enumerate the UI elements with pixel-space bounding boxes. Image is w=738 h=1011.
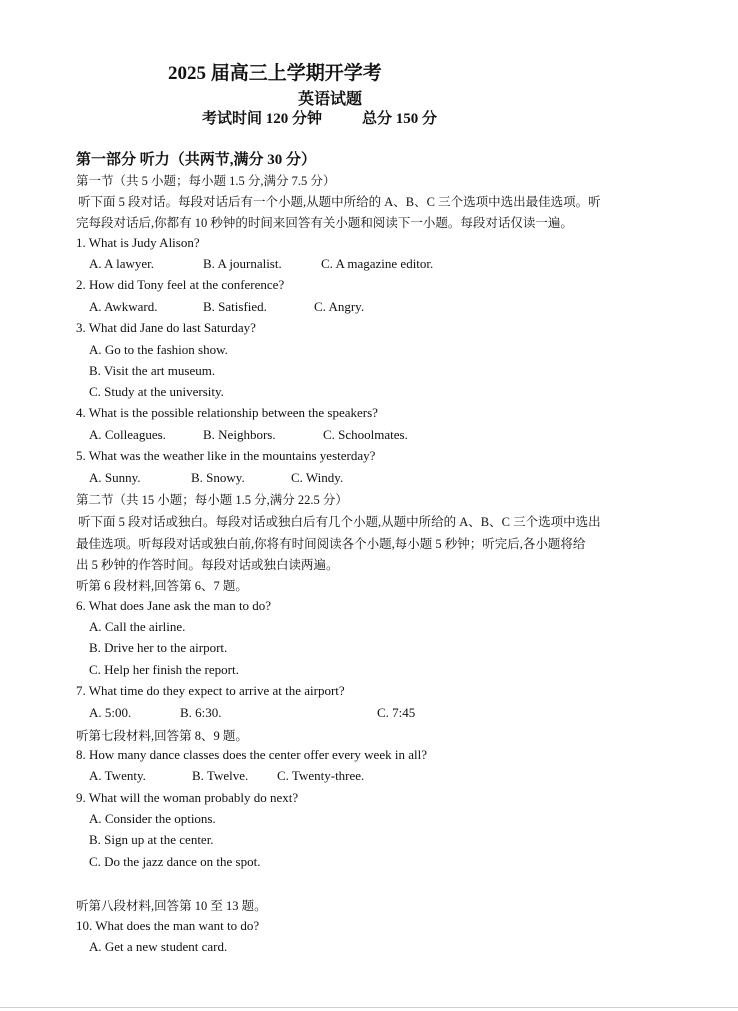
q4-option-b: B. Neighbors. <box>203 427 276 442</box>
section1-heading: 第一节（共 5 小题；每小题 1.5 分,满分 7.5 分） <box>76 174 336 188</box>
q7-option-c: C. 7:45 <box>377 705 416 720</box>
q4-option-c: C. Schoolmates. <box>323 427 408 442</box>
q4-option-a: A. Colleagues. <box>89 427 166 442</box>
section1-instructions-line2: 完每段对话后,你都有 10 秒钟的时间来回答有关小题和阅读下一小题。每段对话仅读一遍。 <box>76 216 573 230</box>
question-8: 8. How many dance classes does the center offer every week in all? <box>76 747 427 762</box>
q5-option-b: B. Snowy. <box>191 470 245 485</box>
question-9: 9. What will the woman probably do next? <box>76 790 299 805</box>
section2-heading: 第二节（共 15 小题；每小题 1.5 分,满分 22.5 分） <box>76 493 348 507</box>
exam-time: 考试时间 120 分钟 <box>202 111 323 127</box>
total-score: 总分 150 分 <box>362 111 438 127</box>
q7-option-b: B. 6:30. <box>180 705 222 720</box>
question-10: 10. What does the man want to do? <box>76 918 260 933</box>
section1-instructions-line1: 听下面 5 段对话。每段对话后有一个小题,从题中所给的 A、B、C 三个选项中选出最佳选项。听 <box>78 195 601 209</box>
q7-option-a: A. 5:00. <box>89 705 132 720</box>
material-note-6: 听第 6 段材料,回答第 6、7 题。 <box>76 579 248 593</box>
section2-instructions-line2: 最佳选项。听每段对话或独白前,你将有时间阅读各个小题,每小题 5 秒钟；听完后,各小题将给 <box>76 537 586 551</box>
section2-instructions-line3: 出 5 秒钟的作答时间。每段对话或独白读两遍。 <box>76 558 339 572</box>
q10-option-a: A. Get a new student card. <box>89 939 228 954</box>
q6-option-a: A. Call the airline. <box>89 619 186 634</box>
q6-option-b: B. Drive her to the airport. <box>89 640 228 655</box>
q2-option-b: B. Satisfied. <box>203 299 267 314</box>
question-4: 4. What is the possible relationship between the speakers? <box>76 405 378 420</box>
part1-heading: 第一部分 听力（共两节,满分 30 分） <box>76 152 317 168</box>
q3-option-a: A. Go to the fashion show. <box>89 342 228 357</box>
section2-instructions-line1: 听下面 5 段对话或独白。每段对话或独白后有几个小题,从题中所给的 A、B、C 三个选项中选出 <box>78 515 601 529</box>
page-title: 2025 届高三上学期开学考 <box>168 63 382 84</box>
material-note-7: 听第七段材料,回答第 8、9 题。 <box>76 729 248 743</box>
q1-option-b: B. A journalist. <box>203 256 282 271</box>
question-7: 7. What time do they expect to arrive at the airport? <box>76 683 345 698</box>
question-2: 2. How did Tony feel at the conference? <box>76 277 285 292</box>
question-3: 3. What did Jane do last Saturday? <box>76 320 256 335</box>
material-note-8: 听第八段材料,回答第 10 至 13 题。 <box>76 899 267 913</box>
subject-title: 英语试题 <box>298 91 363 108</box>
page-bottom-divider <box>0 1007 738 1008</box>
question-6: 6. What does Jane ask the man to do? <box>76 598 272 613</box>
q9-option-c: C. Do the jazz dance on the spot. <box>89 854 261 869</box>
q5-option-c: C. Windy. <box>291 470 344 485</box>
q9-option-b: B. Sign up at the center. <box>89 832 214 847</box>
q9-option-a: A. Consider the options. <box>89 811 216 826</box>
q5-option-a: A. Sunny. <box>89 470 141 485</box>
q1-option-a: A. A lawyer. <box>89 256 154 271</box>
q2-option-c: C. Angry. <box>314 299 365 314</box>
q1-option-c: C. A magazine editor. <box>321 256 434 271</box>
q8-option-c: C. Twenty-three. <box>277 768 365 783</box>
q8-option-b: B. Twelve. <box>192 768 249 783</box>
q3-option-c: C. Study at the university. <box>89 384 224 399</box>
q6-option-c: C. Help her finish the report. <box>89 662 239 677</box>
question-5: 5. What was the weather like in the mountains yesterday? <box>76 448 376 463</box>
q2-option-a: A. Awkward. <box>89 299 158 314</box>
question-1: 1. What is Judy Alison? <box>76 235 200 250</box>
q8-option-a: A. Twenty. <box>89 768 146 783</box>
q3-option-b: B. Visit the art museum. <box>89 363 216 378</box>
